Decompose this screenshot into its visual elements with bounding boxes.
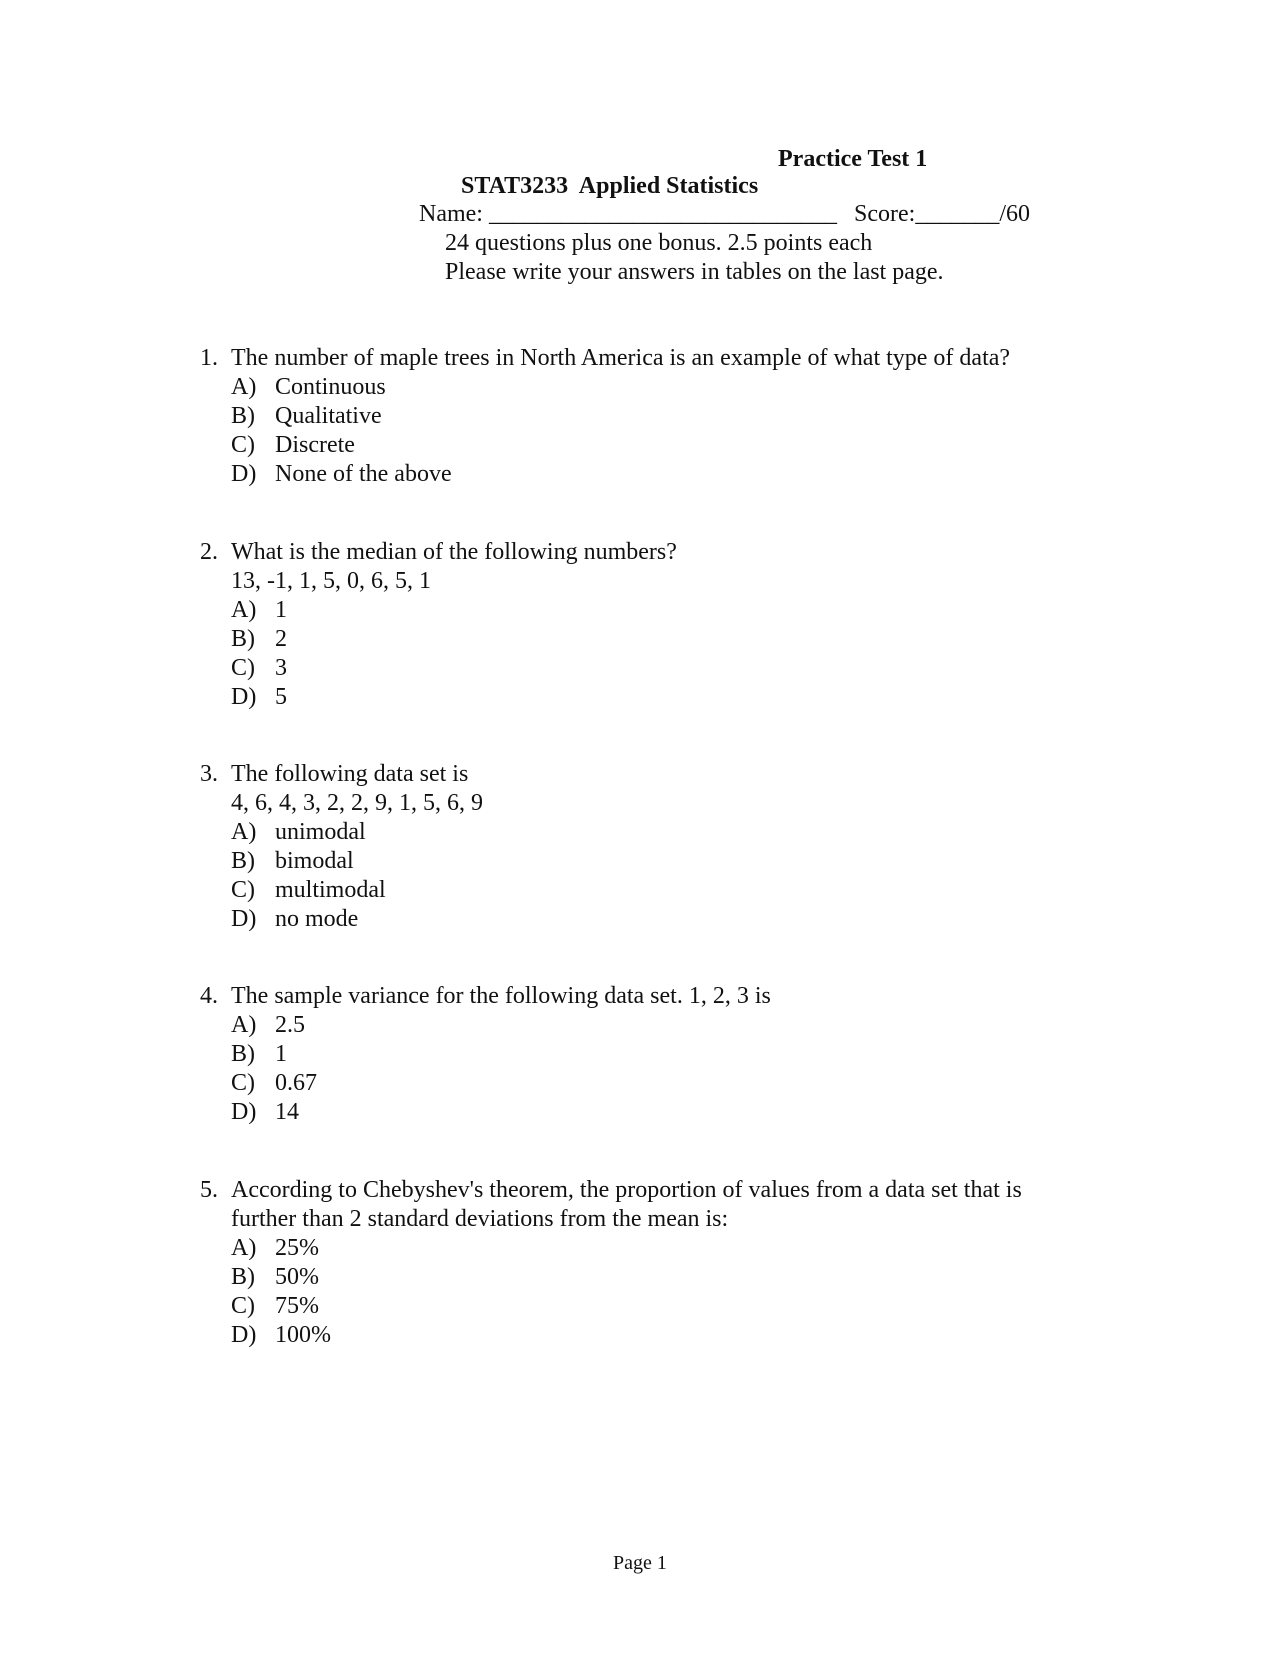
option-text: 2 [275, 626, 287, 652]
option-b [231, 1263, 1022, 1292]
option-text: bimodal [275, 848, 354, 874]
option-letter: B) [231, 626, 255, 652]
option-text: None of the above [275, 461, 452, 487]
option-d [231, 1098, 771, 1127]
option-letter: A) [231, 819, 257, 845]
question-text: According to Chebyshev's theorem, the proportion of values from a data set that is [231, 1177, 1022, 1203]
option-text: Qualitative [275, 403, 382, 429]
option-b [231, 625, 677, 654]
instructions-line-2: Please write your answers in tables on the last page. [445, 259, 944, 285]
question-number: 5. [200, 1177, 218, 1203]
option-letter: C) [231, 432, 255, 458]
option-letter: C) [231, 877, 255, 903]
option-d [231, 683, 677, 712]
page-number: Page 1 [613, 1552, 667, 1574]
option-letter: A) [231, 374, 257, 400]
option-b [231, 1040, 771, 1069]
question-text: The sample variance for the following data set. 1, 2, 3 is [231, 983, 771, 1009]
option-a [231, 1011, 771, 1040]
option-d [231, 905, 483, 934]
option-text: Discrete [275, 432, 355, 458]
course-title: STAT3233 Applied Statistics [461, 173, 759, 199]
name-field: Name: _____________________________ [419, 201, 837, 227]
option-text: 2.5 [275, 1012, 305, 1038]
option-letter: B) [231, 403, 255, 429]
question-5 [200, 1176, 1022, 1350]
option-text: Continuous [275, 374, 386, 400]
name-score-line [419, 201, 1030, 228]
option-letter: B) [231, 1264, 255, 1290]
question-text: The number of maple trees in North America is an example of what type of data? [231, 345, 1011, 371]
option-c [231, 876, 483, 905]
option-letter: D) [231, 906, 257, 932]
option-text: 0.67 [275, 1070, 317, 1096]
option-letter: A) [231, 1012, 257, 1038]
option-text: 5 [275, 684, 287, 710]
option-a [231, 1234, 1022, 1263]
question-text: The following data set is [231, 761, 469, 787]
question-1 [200, 344, 1010, 489]
question-data: 13, -1, 1, 5, 0, 6, 5, 1 [231, 568, 431, 594]
option-letter: D) [231, 1322, 257, 1348]
option-text: 75% [275, 1293, 319, 1319]
option-b [231, 402, 1010, 431]
question-number: 2. [200, 539, 218, 565]
option-letter: A) [231, 597, 257, 623]
option-letter: B) [231, 1041, 255, 1067]
question-number: 4. [200, 983, 218, 1009]
option-letter: A) [231, 1235, 257, 1261]
question-text: What is the median of the following numbers? [231, 539, 677, 565]
score-field: Score:_______/60 [854, 201, 1030, 227]
instructions-line-1: 24 questions plus one bonus. 2.5 points each [445, 230, 873, 256]
option-letter: B) [231, 848, 255, 874]
option-text: 25% [275, 1235, 319, 1261]
option-text: 1 [275, 597, 287, 623]
option-text: 1 [275, 1041, 287, 1067]
option-letter: D) [231, 1099, 257, 1125]
question-3 [200, 760, 483, 934]
option-text: 14 [275, 1099, 299, 1125]
option-a [231, 818, 483, 847]
option-letter: C) [231, 1070, 255, 1096]
option-letter: D) [231, 684, 257, 710]
option-text: multimodal [275, 877, 386, 903]
option-a [231, 373, 1010, 402]
question-number: 1. [200, 345, 218, 371]
question-number: 3. [200, 761, 218, 787]
option-c [231, 431, 1010, 460]
option-text: unimodal [275, 819, 366, 845]
option-letter: C) [231, 655, 255, 681]
option-a [231, 596, 677, 625]
option-c [231, 1069, 771, 1098]
option-text: no mode [275, 906, 359, 932]
question-text-continued: further than 2 standard deviations from the mean is: [231, 1206, 729, 1232]
question-data: 4, 6, 4, 3, 2, 2, 9, 1, 5, 6, 9 [231, 790, 483, 816]
option-text: 50% [275, 1264, 319, 1290]
option-d [231, 460, 1010, 489]
option-text: 3 [275, 655, 287, 681]
option-b [231, 847, 483, 876]
question-4 [200, 982, 771, 1127]
option-letter: D) [231, 461, 257, 487]
option-d [231, 1321, 1022, 1350]
option-c [231, 1292, 1022, 1321]
question-2 [200, 538, 677, 712]
option-c [231, 654, 677, 683]
option-letter: C) [231, 1293, 255, 1319]
test-name: Practice Test 1 [778, 146, 928, 172]
option-text: 100% [275, 1322, 331, 1348]
